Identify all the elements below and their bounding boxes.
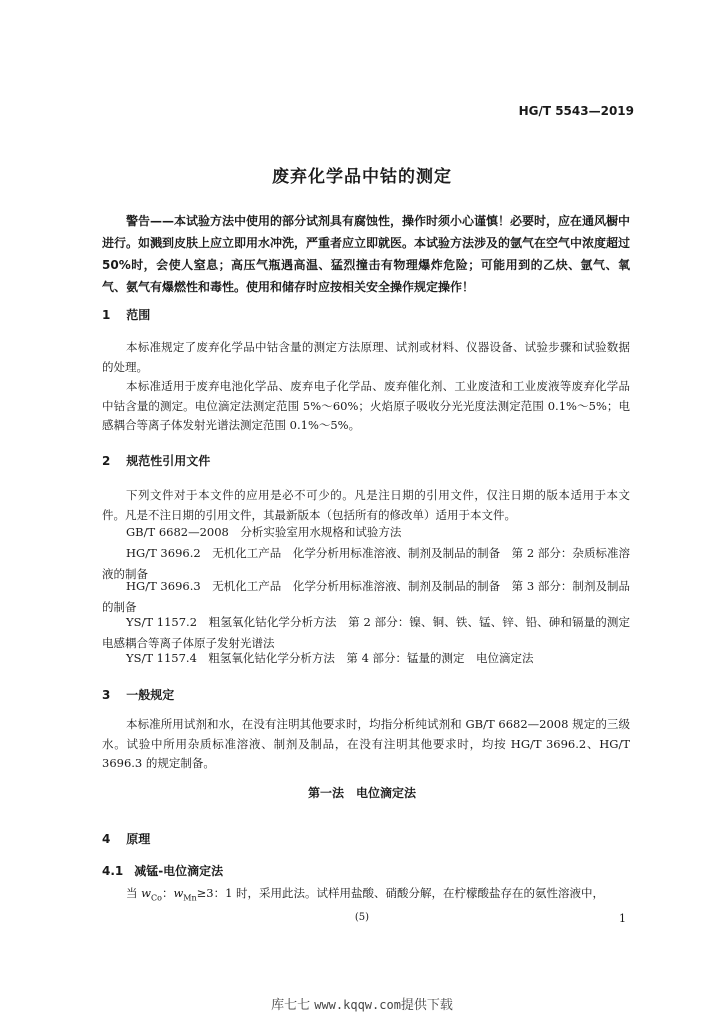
section-title: 一般规定 — [126, 688, 175, 702]
footer-page-marker: (5) — [354, 912, 370, 923]
section-1-paragraph-1: 本标准规定了废弃化学品中钴含量的测定方法原理、试剂或材料、仪器设备、试验步骤和试验数据的处理。 — [102, 340, 630, 374]
section-number: 2 — [102, 454, 111, 468]
section-title: 规范性引用文件 — [126, 454, 211, 468]
manganese-subscript: Mn — [183, 893, 197, 903]
subsection-title: 减锰-电位滴定法 — [134, 864, 224, 878]
section-2-heading — [102, 452, 210, 469]
mass-fraction-symbol: w — [141, 886, 151, 900]
section-1-paragraph-2: 本标准适用于废弃电池化学品、废弃电子化学品、废弃催化剂、工业废渣和工业废液等废弃化学品中钴含量的测定。电位滴定法测定范围 5%～60%；火焰原子吸收分光光度法测定范围 0.1%～5%；电感耦合等离子体发射光谱法测定范围 0.1%～5%。 — [102, 379, 630, 432]
section-number: 1 — [102, 308, 111, 322]
warning-paragraph: 警告——本试验方法中使用的部分试剂具有腐蚀性，操作时须小心谨慎！必要时，应在通风橱中进行。如溅到皮肤上应立即用水冲洗，严重者应立即就医。本试验方法涉及的氩气在空气中浓度超过50%时，会使人窒息；高压气瓶遇高温、猛烈撞击有物理爆炸危险；可能用到的乙炔、氩气、氧气、氨气有爆燃性和毒性。使用和储存时应按相关安全操作规定操作！ — [102, 214, 631, 294]
section-4-heading — [102, 830, 150, 847]
section-4-1-paragraph — [102, 884, 630, 908]
subsection-number: 4.1 — [102, 864, 124, 878]
section-2-intro: 下列文件对于本文件的应用是必不可少的。凡是注日期的引用文件，仅注日期的版本适用于本文件。凡是不注日期的引用文件，其最新版本（包括所有的修改单）适用于本文件。 — [102, 488, 630, 522]
document-title: 废弃化学品中钴的测定 — [272, 167, 452, 187]
text-fragment: 当 — [126, 886, 142, 900]
subsection-4-1-heading — [102, 862, 223, 879]
section-3-paragraph: 本标准所用试剂和水，在没有注明其他要求时，均指分析纯试剂和 GB/T 6682—2008 规定的三级水。试验中所用杂质标准溶液、制剂及制品，在没有注明其他要求时，均按 HG/T 3696.2、HG/T 3696.3 的规定制备。 — [102, 717, 630, 770]
reference-item: HG/T 3696.3 无机化工产品 化学分析用标准溶液、制剂及制品的制备 第 3 部分：制剂及制品的制备 — [102, 579, 630, 614]
text-fragment: ： — [161, 886, 174, 900]
reference-item: YS/T 1157.2 粗氢氧化钴化学分析方法 第 2 部分：镍、铜、铁、锰、锌、铅、砷和镉量的测定 电感耦合等离子体原子发射光谱法 — [102, 615, 642, 650]
section-title: 原理 — [126, 832, 151, 846]
watermark-provider-text: 提供下载 — [400, 998, 453, 1013]
section-1-heading — [102, 306, 150, 323]
section-title: 范围 — [126, 308, 151, 322]
method-heading: 第一法 电位滴定法 — [307, 786, 416, 800]
section-number: 3 — [102, 688, 111, 702]
watermark-link[interactable]: www.kqqw.com — [314, 998, 401, 1012]
reference-item: YS/T 1157.4 粗氢氧化钴化学分析方法 第 4 部分：锰量的测定 电位滴定法 — [126, 651, 534, 665]
cobalt-subscript: Co — [151, 893, 162, 903]
standard-code: HG/T 5543—2019 — [518, 104, 634, 118]
page-number: 1 — [619, 912, 626, 925]
watermark-site-name: 库七七 — [271, 998, 311, 1013]
reference-item: GB/T 6682—2008 分析实验室用水规格和试验方法 — [126, 525, 402, 539]
reference-item: HG/T 3696.2 无机化工产品 化学分析用标准溶液、制剂及制品的制备 第 2 部分：杂质标准溶液的制备 — [102, 546, 630, 581]
mass-fraction-symbol: w — [173, 886, 184, 900]
section-3-heading — [102, 686, 174, 703]
download-watermark — [0, 994, 724, 1013]
section-number: 4 — [102, 832, 111, 846]
text-fragment: ≥3：1 时，采用此法。试样用盐酸、硝酸分解，在柠檬酸盐存在的氨性溶液中， — [196, 886, 605, 900]
